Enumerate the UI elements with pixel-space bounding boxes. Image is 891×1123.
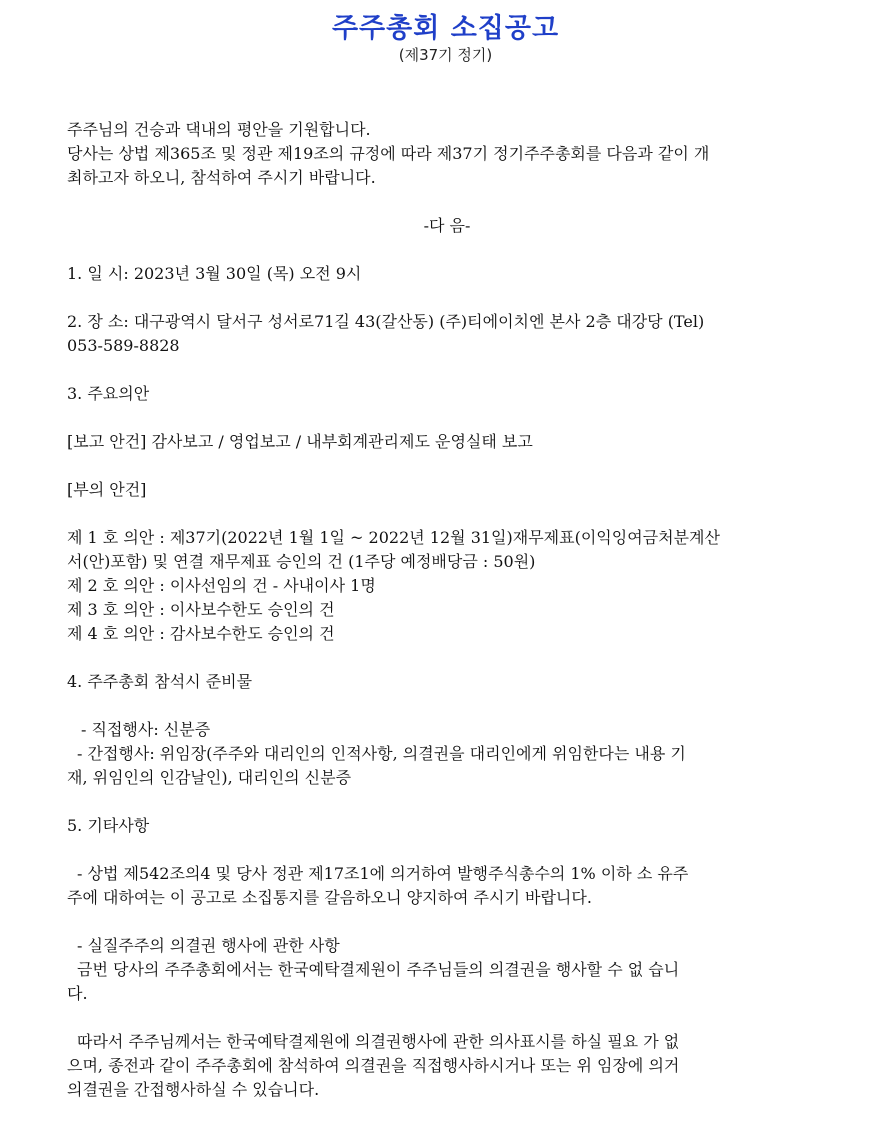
divider-text: -다 음- bbox=[423, 216, 471, 235]
notice-body bbox=[67, 118, 827, 1102]
other-p1-line-1: - 상법 제542조의4 및 당사 정관 제17조1에 의거하여 발행주식총수의 1% 이하 소 유주 bbox=[77, 864, 689, 883]
report-items: [보고 안건] 감사보고 / 영업보고 / 내부회계관리제도 운영실태 보고 bbox=[67, 432, 533, 451]
other-p2-line-2: 다. bbox=[67, 984, 88, 1003]
other-p1-line-2: 주에 대하여는 이 공고로 소집통지를 갈음하오니 양지하여 주시기 바랍니다. bbox=[67, 888, 592, 907]
other-p3-line-1: 따라서 주주님께서는 한국예탁결제원에 의결권행사에 관한 의사표시를 하실 필요 가 없 bbox=[77, 1032, 680, 1051]
meeting-datetime: 1. 일 시: 2023년 3월 30일 (목) 오전 9시 bbox=[67, 264, 362, 283]
other-p2-line-1: 금번 당사의 주주총회에서는 한국예탁결제원이 주주님들의 의결권을 행사할 수 없 습니 bbox=[77, 960, 680, 979]
agenda-heading: 3. 주요의안 bbox=[67, 384, 150, 403]
agenda-item-4: 제 4 호 의안 : 감사보수한도 승인의 건 bbox=[67, 624, 335, 643]
page-title: 주주총회 소집공고 bbox=[331, 13, 560, 44]
preparation-indirect-line-1: - 간접행사: 위임장(주주와 대리인의 인적사항, 의결권을 대리인에게 위임한다는 내용 기 bbox=[77, 744, 686, 763]
meeting-venue-line-2: 053-589-8828 bbox=[67, 336, 180, 355]
resolution-heading: [부의 안건] bbox=[67, 480, 147, 499]
agenda-item-1-line-2: 서(안)포함) 및 연결 재무제표 승인의 건 (1주당 예정배당금 : 50원) bbox=[67, 552, 536, 571]
agenda-item-2: 제 2 호 의안 : 이사선임의 건 - 사내이사 1명 bbox=[67, 576, 376, 595]
intro-line-2: 최하고자 하오니, 참석하여 주시기 바랍니다. bbox=[67, 168, 376, 187]
preparation-heading: 4. 주주총회 참석시 준비물 bbox=[67, 672, 253, 691]
other-p3-line-3: 의결권을 간접행사하실 수 있습니다. bbox=[67, 1080, 320, 1099]
agenda-item-1-line-1: 제 1 호 의안 : 제37기(2022년 1월 1일 ~ 2022년 12월 31일)재무제표(이익잉여금처분계산 bbox=[67, 528, 720, 547]
meeting-venue-line-1: 2. 장 소: 대구광역시 달서구 성서로71길 43(갈산동) (주)티에이치엔 본사 2층 대강당 (Tel) bbox=[67, 312, 705, 331]
intro-line-1: 당사는 상법 제365조 및 정관 제19조의 규정에 따라 제37기 정기주주총회를 다음과 같이 개 bbox=[67, 144, 710, 163]
page-subtitle: (제37기 정기) bbox=[398, 46, 493, 64]
other-heading: 5. 기타사항 bbox=[67, 816, 150, 835]
other-p3-line-2: 으며, 종전과 같이 주주총회에 참석하여 의결권을 직접행사하시거나 또는 위 임장에 의거 bbox=[67, 1056, 680, 1075]
preparation-indirect-line-2: 재, 위임인의 인감날인), 대리인의 신분증 bbox=[67, 768, 352, 787]
agenda-item-3: 제 3 호 의안 : 이사보수한도 승인의 건 bbox=[67, 600, 335, 619]
other-p2-heading: - 실질주주의 의결권 행사에 관한 사항 bbox=[77, 936, 340, 955]
greeting-text: 주주님의 건승과 댁내의 평안을 기원합니다. bbox=[67, 120, 371, 139]
preparation-direct: - 직접행사: 신분증 bbox=[81, 720, 211, 739]
